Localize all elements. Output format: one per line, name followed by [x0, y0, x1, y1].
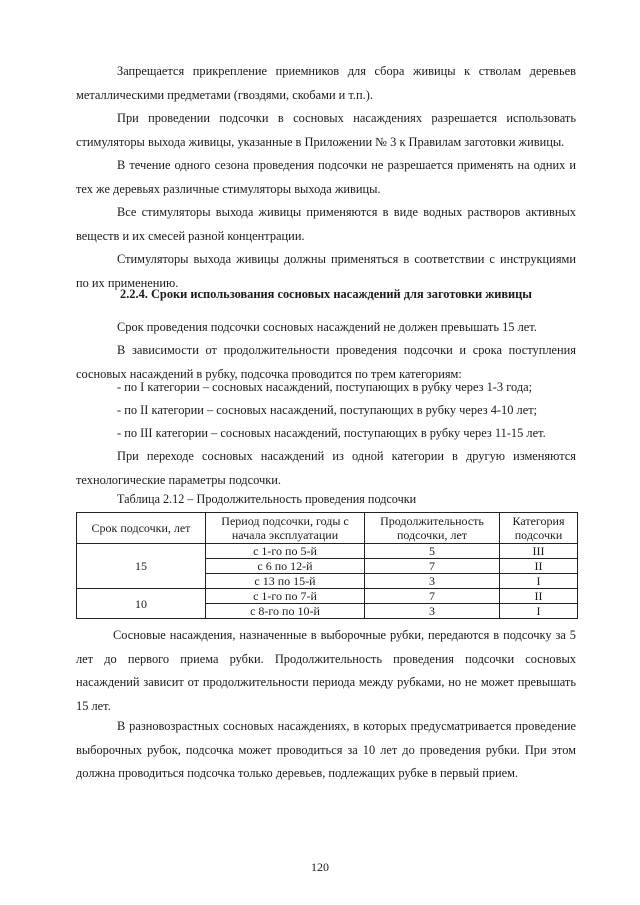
- paragraph-term-limit: Срок проведения подсочки сосновых насаждений не должен превышать 15 лет.: [117, 320, 537, 334]
- category-cell: II: [500, 559, 578, 574]
- table-row: [77, 544, 578, 559]
- paragraph-selective-felling: Сосновые насаждения, назначенные в выборочные рубки, передаются в подсочку за 5 лет до первого приема рубки. Продолжительность проведения подсочки сосновых насаждений зависит от продолжительности периода между рубками, но не может превышать 15 лет.: [76, 628, 576, 713]
- category-cell: II: [500, 589, 578, 604]
- header-term: Срок подсочки, лет: [77, 513, 206, 544]
- table-row: [77, 589, 578, 604]
- paragraph-instructions: Стимуляторы выхода живицы должны применяться в соответствии с инструкциями по их применению.: [76, 252, 576, 290]
- period-cell: с 1-го по 7-й: [206, 589, 365, 604]
- page-number: 120: [311, 860, 329, 874]
- term-cell: 10: [77, 589, 206, 619]
- section-heading: 2.2.4. Сроки использования сосновых насаждений для заготовки живицы: [120, 287, 532, 301]
- category-item-1: - по I категории – сосновых насаждений, поступающих в рубку через 1-3 года;: [117, 380, 533, 394]
- period-cell: с 13 по 15-й: [206, 574, 365, 589]
- duration-cell: 5: [365, 544, 500, 559]
- paragraph-uneven-aged-stands: В разновозрастных сосновых насаждениях, в которых предусматривается проведение выборочных рубок, подсочка может проводиться за 10 лет до проведения рубки. При этом должна проводиться подсочка только деревьев, подлежащих рубке в первый прием.: [76, 719, 576, 780]
- period-cell: с 1-го по 5-й: [206, 544, 365, 559]
- paragraph-categories-intro: В зависимости от продолжительности проведения подсочки и срока поступления сосновых насаждений в рубку, подсочка проводится по трем категориям:: [76, 343, 576, 381]
- table-caption: Таблица 2.12 – Продолжительность проведения подсочки: [117, 492, 417, 506]
- category-cell: I: [500, 574, 578, 589]
- paragraph-category-transition: При переходе сосновых насаждений из одной категории в другую изменяются технологические параметры подсочки.: [76, 449, 576, 487]
- header-duration: Продолжительность подсочки, лет: [365, 513, 500, 544]
- category-item-2: - по II категории – сосновых насаждений, поступающих в рубку через 4-10 лет;: [117, 403, 538, 417]
- period-cell: с 6 по 12-й: [206, 559, 365, 574]
- term-cell: 15: [77, 544, 206, 589]
- paragraph-solutions: Все стимуляторы выхода живицы применяются в виде водных растворов активных веществ и их смесей разной концентрации.: [76, 205, 576, 243]
- duration-cell: 7: [365, 589, 500, 604]
- header-period: Период подсочки, годы с начала эксплуатации: [206, 513, 365, 544]
- header-category: Категория подсочки: [500, 513, 578, 544]
- paragraph-one-season: В течение одного сезона проведения подсочки не разрешается применять на одних и тех же деревьях различные стимуляторы выхода живицы.: [76, 158, 576, 196]
- table-header-row: [77, 513, 578, 544]
- period-cell: с 8-го по 10-й: [206, 604, 365, 619]
- duration-cell: 7: [365, 559, 500, 574]
- category-item-3: - по III категории – сосновых насаждений, поступающих в рубку через 11-15 лет.: [117, 426, 546, 440]
- paragraph-stimulants-allowed: При проведении подсочки в сосновых насаждениях разрешается использовать стимуляторы выхода живицы, указанные в Приложении № 3 к Правилам заготовки живицы.: [76, 111, 576, 149]
- tapping-duration-table: [76, 512, 578, 619]
- category-cell: III: [500, 544, 578, 559]
- paragraph-resin-collectors: Запрещается прикрепление приемников для сбора живицы к стволам деревьев металлическими предметами (гвоздями, скобами и т.п.).: [76, 64, 576, 102]
- duration-cell: 3: [365, 604, 500, 619]
- category-cell: I: [500, 604, 578, 619]
- duration-cell: 3: [365, 574, 500, 589]
